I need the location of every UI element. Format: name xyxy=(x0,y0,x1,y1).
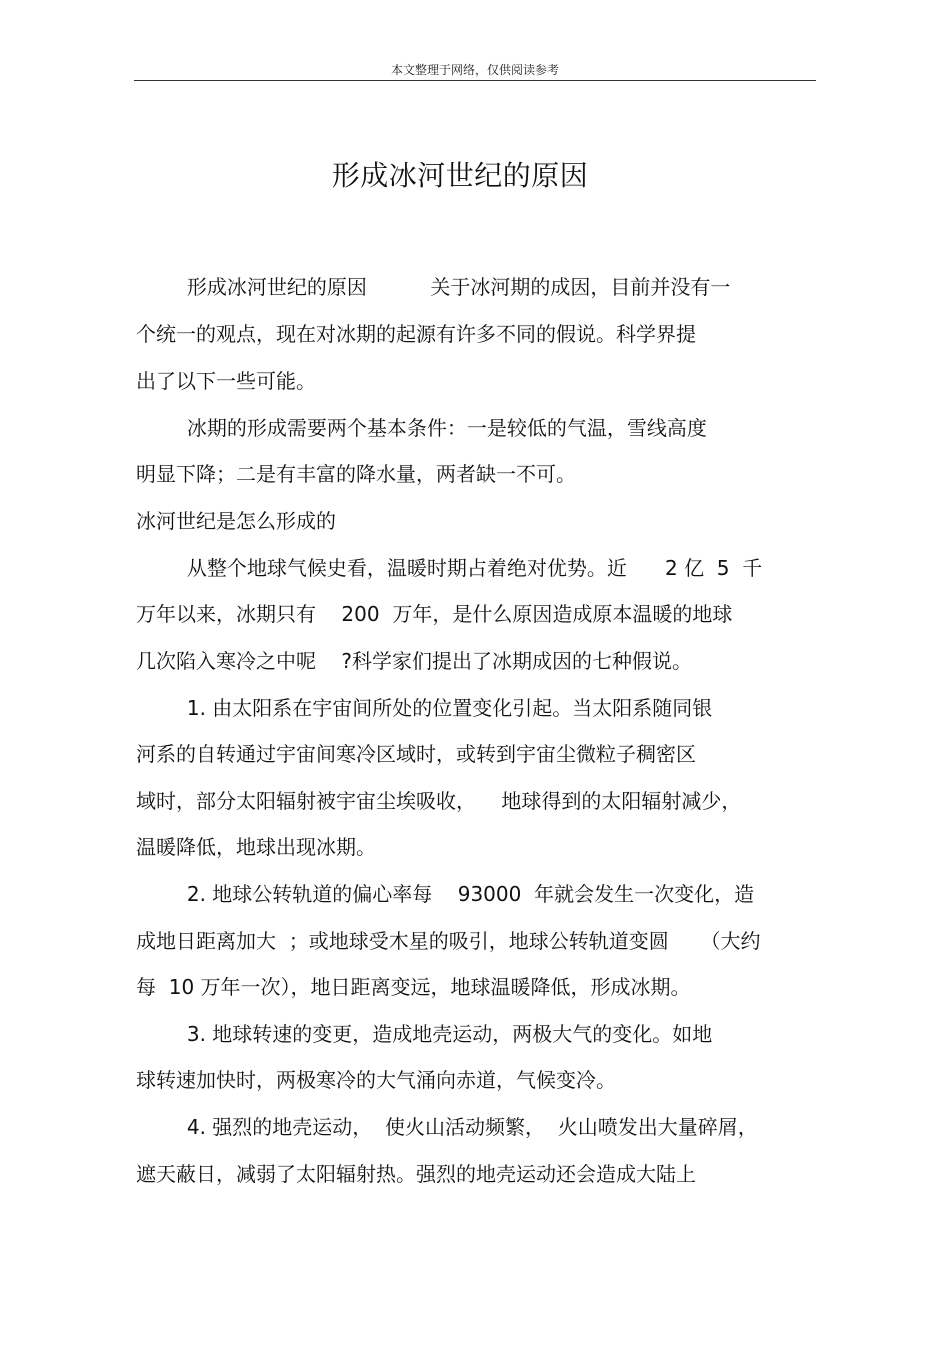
body-line: 1. 由太阳系在宇宙间所处的位置变化引起。当太阳系随同银 xyxy=(136,696,713,720)
body-line: 冰期的形成需要两个基本条件：一是较低的气温，雪线高度 xyxy=(136,416,707,440)
body-line: 4. 强烈的地壳运动， 使火山活动频繁， 火山喷发出大量碎屑， xyxy=(136,1115,758,1139)
body-line: 2. 地球公转轨道的偏心率每 93000 年就会发生一次变化，造 xyxy=(136,882,755,906)
body-line: 每 10 万年一次），地日距离变远，地球温暖降低，形成冰期。 xyxy=(136,975,691,999)
body-line: 域时，部分太阳辐射被宇宙尘埃吸收， 地球得到的太阳辐射减少， xyxy=(136,789,742,813)
body-line: 万年以来，冰期只有 200 万年，是什么原因造成原本温暖的地球 xyxy=(136,602,733,626)
body-line: 几次陷入寒冷之中呢 ?科学家们提出了冰期成因的七种假说。 xyxy=(136,649,693,673)
body-line: 河系的自转通过宇宙间寒冷区域时，或转到宇宙尘微粒子稠密区 xyxy=(136,742,696,766)
body-line: 冰河世纪是怎么形成的 xyxy=(136,509,336,533)
document-title: 形成冰河世纪的原因 xyxy=(331,159,589,192)
body-line: 形成冰河世纪的原因 关于冰河期的成因，目前并没有一 xyxy=(136,275,731,299)
body-line: 温暖降低，地球出现冰期。 xyxy=(136,835,376,859)
body-line: 成地日距离加大 ；或地球受木星的吸引，地球公转轨道变圆 （大约 xyxy=(136,929,761,953)
body-line: 明显下降；二是有丰富的降水量，两者缺一不可。 xyxy=(136,462,576,486)
body-line: 3. 地球转速的变更，造成地壳运动，两极大气的变化。如地 xyxy=(136,1022,713,1046)
body-line: 个统一的观点，现在对冰期的起源有许多不同的假说。科学界提 xyxy=(136,322,696,346)
body-line: 遮天蔽日，减弱了太阳辐射热。强烈的地壳运动还会造成大陆上 xyxy=(136,1162,696,1186)
body-line: 从整个地球气候史看，温暖时期占着绝对优势。近 2 亿 5 千 xyxy=(136,556,763,580)
page-header-note: 本文整理于网络，仅供阅读参考 xyxy=(390,63,559,77)
body-line: 出了以下一些可能。 xyxy=(136,369,316,393)
body-line: 球转速加快时，两极寒冷的大气涌向赤道，气候变冷。 xyxy=(136,1068,616,1092)
header-divider xyxy=(134,80,816,81)
